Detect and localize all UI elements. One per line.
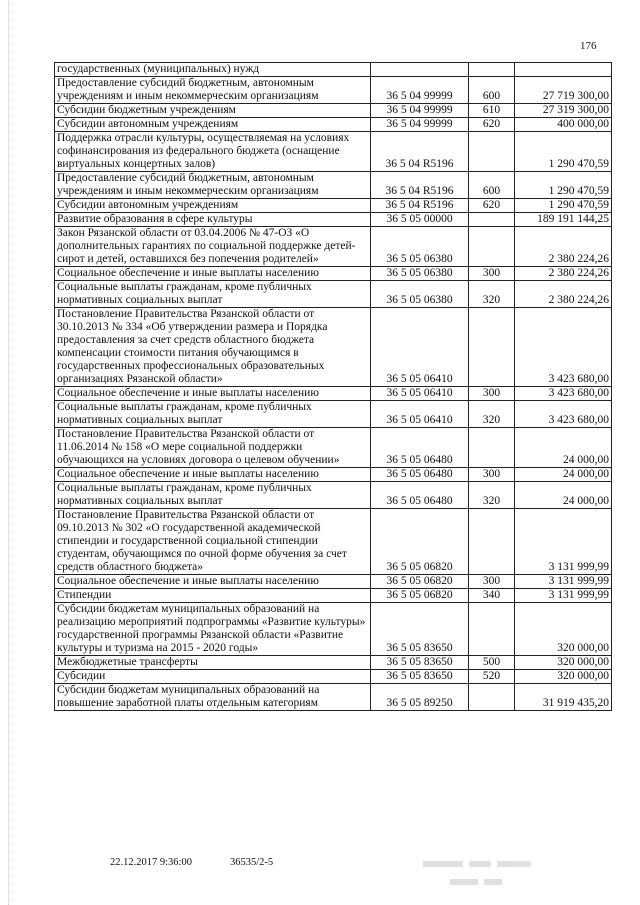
row-expense-type-cell (469, 428, 515, 468)
row-expense-type-cell (469, 603, 515, 656)
row-name-cell: Субсидии автономным учреждениям (55, 118, 371, 132)
table-row (55, 213, 612, 227)
row-code-cell: 36 5 05 06480 (371, 468, 469, 482)
row-expense-type-cell: 600 (469, 77, 515, 104)
row-code-cell: 36 5 05 06820 (371, 575, 469, 589)
footer-datetime: 22.12.2017 9:36:00 (110, 857, 192, 868)
row-code-cell: 36 5 05 06480 (371, 428, 469, 468)
budget-table (54, 62, 612, 711)
table-row (55, 308, 612, 387)
row-code-cell: 36 5 05 06380 (371, 267, 469, 281)
table-row (55, 387, 612, 401)
row-name-cell: Закон Рязанской области от 03.04.2006 № 47-ОЗ «О дополнительных гарантиях по социальной поддержке детей-сирот и детей, оставшихся без попечения родителей» (55, 227, 371, 267)
row-name-cell: Социальные выплаты гражданам, кроме публичных нормативных социальных выплат (55, 401, 371, 428)
row-name-cell: Социальное обеспечение и иные выплаты населению (55, 575, 371, 589)
row-name-cell: Предоставление субсидий бюджетным, автономным учреждениям и иным некоммерческим организациям (55, 77, 371, 104)
row-expense-type-cell: 300 (469, 267, 515, 281)
row-amount-cell: 27 719 300,00 (515, 77, 612, 104)
table-row (55, 603, 612, 656)
table-row (55, 281, 612, 308)
row-code-cell: 36 5 04 99999 (371, 118, 469, 132)
row-expense-type-cell: 300 (469, 468, 515, 482)
row-expense-type-cell (469, 63, 515, 77)
row-expense-type-cell: 500 (469, 656, 515, 670)
row-code-cell: 36 5 05 06410 (371, 308, 469, 387)
table-row (55, 118, 612, 132)
budget-table-body (55, 63, 612, 711)
row-amount-cell: 2 380 224,26 (515, 227, 612, 267)
row-amount-cell: 1 290 470,59 (515, 172, 612, 199)
row-amount-cell: 31 919 435,20 (515, 684, 612, 711)
row-amount-cell: 3 131 999,99 (515, 575, 612, 589)
table-row (55, 589, 612, 603)
row-name-cell: Постановление Правительства Рязанской области от 30.10.2013 № 334 «Об утверждении размера и Порядка предоставления за счет средств областного бюджета компенсации стоимости питания обучающимся в государственных профессиональных образовательных организациях Рязанской области» (55, 308, 371, 387)
row-name-cell: Социальное обеспечение и иные выплаты населению (55, 468, 371, 482)
row-code-cell: 36 5 05 83650 (371, 656, 469, 670)
row-amount-cell: 24 000,00 (515, 468, 612, 482)
row-code-cell (371, 63, 469, 77)
scan-margin-artifact (8, 0, 11, 905)
row-amount-cell: 189 191 144,25 (515, 213, 612, 227)
row-name-cell: Поддержка отрасли культуры, осуществляемая на условиях софинансирования из федерального бюджета (оснащение виртуальных концертных залов) (55, 132, 371, 172)
row-expense-type-cell (469, 509, 515, 575)
table-row (55, 482, 612, 509)
row-expense-type-cell (469, 684, 515, 711)
row-amount-cell: 3 423 680,00 (515, 387, 612, 401)
table-row (55, 63, 612, 77)
row-name-cell: Стипендии (55, 589, 371, 603)
row-name-cell: Субсидии бюджетным учреждениям (55, 104, 371, 118)
row-expense-type-cell: 620 (469, 118, 515, 132)
row-amount-cell: 1 290 470,59 (515, 132, 612, 172)
table-row (55, 132, 612, 172)
footer-document-id: 36535/2-5 (230, 857, 274, 868)
row-amount-cell: 3 131 999,99 (515, 589, 612, 603)
row-expense-type-cell: 600 (469, 172, 515, 199)
row-code-cell: 36 5 05 06480 (371, 482, 469, 509)
table-row (55, 77, 612, 104)
row-code-cell: 36 5 05 06820 (371, 589, 469, 603)
row-code-cell: 36 5 04 R5196 (371, 172, 469, 199)
table-row (55, 575, 612, 589)
row-name-cell: Субсидии автономным учреждениям (55, 199, 371, 213)
row-expense-type-cell: 520 (469, 670, 515, 684)
row-expense-type-cell: 340 (469, 589, 515, 603)
row-code-cell: 36 5 04 R5196 (371, 199, 469, 213)
row-expense-type-cell (469, 308, 515, 387)
row-code-cell: 36 5 05 89250 (371, 684, 469, 711)
table-row (55, 267, 612, 281)
row-name-cell: Постановление Правительства Рязанской области от 11.06.2014 № 158 «О мере социальной поддержки обучающихся на условиях договора о целевом обучении» (55, 428, 371, 468)
row-name-cell: Субсидии (55, 670, 371, 684)
row-name-cell: Постановление Правительства Рязанской области от 09.10.2013 № 302 «О государственной академической стипендии и государственной социальной стипендии студентам, обучающимся по очной форме обучения за счет средств областного бюджета» (55, 509, 371, 575)
row-amount-cell: 1 290 470,59 (515, 199, 612, 213)
row-name-cell: Социальное обеспечение и иные выплаты населению (55, 267, 371, 281)
row-amount-cell: 320 000,00 (515, 656, 612, 670)
row-name-cell: государственных (муниципальных) нужд (55, 63, 371, 77)
row-amount-cell: 3 423 680,00 (515, 401, 612, 428)
row-code-cell: 36 5 04 99999 (371, 77, 469, 104)
row-amount-cell: 320 000,00 (515, 670, 612, 684)
row-name-cell: Развитие образования в сфере культуры (55, 213, 371, 227)
row-amount-cell: 320 000,00 (515, 603, 612, 656)
table-row (55, 199, 612, 213)
table-row (55, 684, 612, 711)
row-amount-cell: 2 380 224,26 (515, 267, 612, 281)
row-amount-cell: 3 131 999,99 (515, 509, 612, 575)
row-amount-cell: 27 319 300,00 (515, 104, 612, 118)
row-expense-type-cell (469, 227, 515, 267)
row-expense-type-cell (469, 132, 515, 172)
row-name-cell: Социальные выплаты гражданам, кроме публичных нормативных социальных выплат (55, 482, 371, 509)
row-code-cell: 36 5 05 06380 (371, 227, 469, 267)
row-amount-cell: 24 000,00 (515, 482, 612, 509)
table-row (55, 172, 612, 199)
row-code-cell: 36 5 05 00000 (371, 213, 469, 227)
row-name-cell: Субсидии бюджетам муниципальных образований на реализацию мероприятий подпрограммы «Развитие культуры» государственной программы Рязанской области «Развитие культуры и туризма на 2015 - 2020 годы» (55, 603, 371, 656)
row-name-cell: Социальные выплаты гражданам, кроме публичных нормативных социальных выплат (55, 281, 371, 308)
table-row (55, 428, 612, 468)
row-name-cell: Социальное обеспечение и иные выплаты населению (55, 387, 371, 401)
table-row (55, 670, 612, 684)
row-amount-cell: 3 423 680,00 (515, 308, 612, 387)
table-row (55, 656, 612, 670)
row-expense-type-cell: 610 (469, 104, 515, 118)
row-expense-type-cell (469, 213, 515, 227)
row-amount-cell: 400 000,00 (515, 118, 612, 132)
table-row (55, 401, 612, 428)
table-row (55, 509, 612, 575)
row-code-cell: 36 5 05 83650 (371, 670, 469, 684)
row-code-cell: 36 5 04 R5196 (371, 132, 469, 172)
row-name-cell: Предоставление субсидий бюджетным, автономным учреждениям и иным некоммерческим организациям (55, 172, 371, 199)
row-code-cell: 36 5 04 99999 (371, 104, 469, 118)
row-expense-type-cell: 320 (469, 281, 515, 308)
row-expense-type-cell: 620 (469, 199, 515, 213)
row-expense-type-cell: 300 (469, 387, 515, 401)
row-amount-cell (515, 63, 612, 77)
row-code-cell: 36 5 05 06410 (371, 387, 469, 401)
table-row (55, 104, 612, 118)
row-amount-cell: 2 380 224,26 (515, 281, 612, 308)
row-amount-cell: 24 000,00 (515, 428, 612, 468)
table-row (55, 468, 612, 482)
row-name-cell: Межбюджетные трансферты (55, 656, 371, 670)
row-code-cell: 36 5 05 83650 (371, 603, 469, 656)
page-number: 176 (580, 40, 597, 52)
row-expense-type-cell: 300 (469, 575, 515, 589)
row-code-cell: 36 5 05 06820 (371, 509, 469, 575)
row-expense-type-cell: 320 (469, 401, 515, 428)
table-row (55, 227, 612, 267)
faint-stamp-mark (420, 856, 560, 874)
row-code-cell: 36 5 05 06380 (371, 281, 469, 308)
row-name-cell: Субсидии бюджетам муниципальных образований на повышение заработной платы отдельным категориям (55, 684, 371, 711)
row-code-cell: 36 5 05 06410 (371, 401, 469, 428)
row-expense-type-cell: 320 (469, 482, 515, 509)
